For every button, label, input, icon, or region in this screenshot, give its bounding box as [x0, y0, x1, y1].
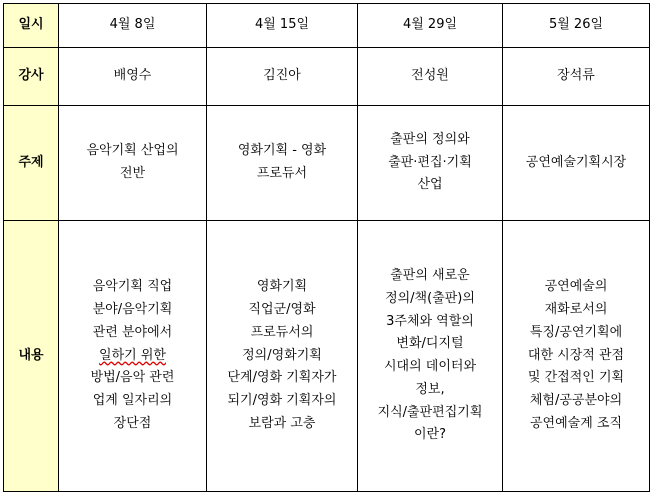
- session-4-lecturer: 장석류: [503, 48, 650, 106]
- date-row: [4, 4, 650, 48]
- session-1-lecturer: 배영수: [59, 48, 207, 106]
- row-label-lecturer: 강사: [4, 48, 59, 106]
- topic-line: 전반: [119, 166, 146, 181]
- content-line: 영화기획: [256, 279, 308, 295]
- session-4-topic: [503, 106, 650, 221]
- session-3-topic: [358, 106, 503, 221]
- content-line: 체험/공공분야의: [529, 393, 623, 409]
- row-label-content: 내용: [4, 221, 59, 492]
- row-label-date: 일시: [4, 4, 59, 48]
- content-line: 업계 일자리의: [92, 393, 173, 409]
- topic-line: 프로듀서: [256, 166, 308, 181]
- content-row: [4, 221, 650, 492]
- session-1-date: 4월 8일: [59, 4, 207, 48]
- content-line: 특징/공연기획에: [529, 324, 623, 340]
- session-2-lecturer: 김진아: [207, 48, 358, 106]
- content-line: 공연예술의: [544, 279, 608, 295]
- lecturer-row: [4, 48, 650, 106]
- content-line: 보람과 고충: [248, 415, 316, 431]
- content-line: 대한 시장적 관점: [527, 347, 625, 363]
- session-1-content: [59, 221, 207, 492]
- content-line: 정의/책(출판)의: [385, 290, 475, 306]
- content-line: 공연예술계 조직: [529, 415, 623, 431]
- topic-line: 공연예술기획시장: [525, 154, 627, 170]
- content-line: 장단점: [113, 415, 152, 431]
- session-3-lecturer: 전성원: [358, 48, 503, 106]
- session-3-date: 4월 29일: [358, 4, 503, 48]
- content-line: 방법/음악 관련: [90, 370, 175, 386]
- lecture-schedule-table: [3, 3, 650, 492]
- content-line: 일하기 위한: [99, 347, 166, 363]
- topic-line: 음악기획 산업의: [86, 143, 179, 159]
- content-line: 분야/음악기획: [92, 302, 173, 318]
- row-label-topic: 주제: [4, 106, 59, 221]
- topic-line: 산업: [417, 177, 443, 193]
- topic-line: 출판의 정의와: [390, 131, 470, 147]
- session-4-date: 5월 26일: [503, 4, 650, 48]
- session-2-date: 4월 15일: [207, 4, 358, 48]
- content-line: 되기/영화 기획자의: [227, 393, 337, 409]
- content-line: 이란?: [413, 427, 447, 443]
- content-line: 시대의 데이터와: [383, 359, 477, 374]
- session-2-topic: [207, 106, 358, 221]
- content-line: 출판의 새로운: [390, 268, 470, 283]
- topic-line: 영화기획 - 영화: [237, 143, 327, 159]
- content-line: 프로듀서의: [250, 324, 314, 340]
- content-line: 음악기획 직업: [92, 279, 173, 295]
- session-4-content: [503, 221, 650, 492]
- content-line: 변화/디지털: [396, 336, 464, 352]
- content-line: 단계/영화 기획자가: [227, 370, 337, 386]
- content-line: 및 간접적인 기획: [527, 370, 625, 386]
- content-line: 관련 분야에서: [92, 324, 173, 340]
- content-line: 재화로서의: [544, 302, 608, 318]
- session-1-topic: [59, 106, 207, 221]
- session-3-content: [358, 221, 503, 492]
- content-line: 정보,: [415, 381, 445, 397]
- session-2-content: [207, 221, 358, 492]
- content-line: 3주체와 역할의: [386, 313, 474, 329]
- content-line: 직업군/영화: [248, 302, 316, 318]
- content-line: 정의/영화기획: [242, 347, 322, 363]
- topic-line: 출판·편집·기획: [388, 154, 472, 170]
- content-line: 지식/출판편집기획: [377, 404, 483, 420]
- topic-row: [4, 106, 650, 221]
